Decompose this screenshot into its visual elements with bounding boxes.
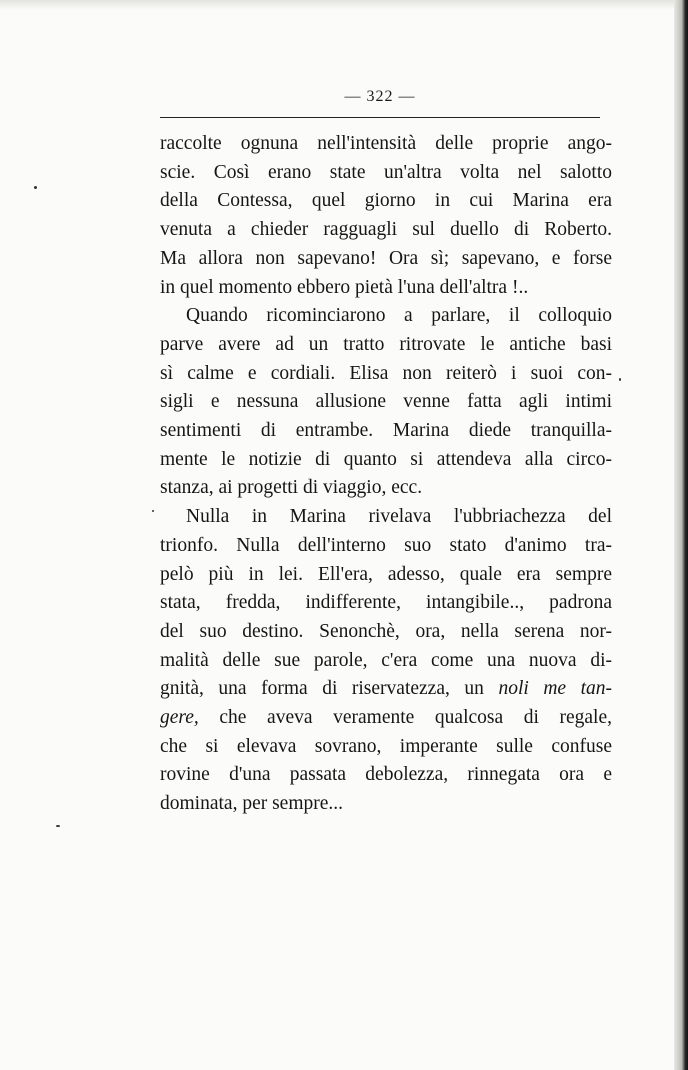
text-line: parve avere ad un tratto ritrovate le antiche basi (160, 333, 612, 355)
text-line: venuta a chieder ragguagli sul duello di Roberto. (160, 219, 612, 241)
print-speck (152, 510, 154, 512)
text-line: pelò più in lei. Ell'era, adesso, quale era sempre (160, 563, 612, 585)
body-text (160, 130, 612, 819)
paragraph-1 (160, 130, 612, 302)
print-speck (34, 186, 37, 189)
text-line: malità delle sue parole, c'era come una nuova di- (160, 649, 612, 671)
text-line: in quel momento ebbero pietà l'una dell'altra !.. (160, 276, 529, 298)
text-segment: gnità, una forma di riservatezza, un (160, 678, 484, 700)
text-line: rovine d'una passata debolezza, rinnegata ora e (160, 764, 612, 786)
paragraph-2 (160, 302, 612, 503)
print-speck (619, 378, 621, 381)
text-line: che si elevava sovrano, imperante sulle confuse (160, 735, 612, 757)
italic-phrase: gere, (160, 707, 199, 729)
text-line: mente le notizie di quanto si attendeva alla circo- (160, 448, 612, 470)
text-line: dominata, per sempre... (160, 793, 344, 815)
italic-phrase: noli me tan- (498, 678, 613, 700)
text-line-with-italic (160, 704, 612, 733)
text-line: stata, fredda, indifferente, intangibile.., padrona (160, 592, 612, 614)
text-line: della Contessa, quel giorno in cui Marina era (160, 190, 612, 212)
text-line: raccolte ognuna nell'intensità delle proprie ango- (160, 133, 612, 154)
text-segment: che aveva veramente qualcosa di regale, (219, 707, 612, 729)
text-line: trionfo. Nulla dell'interno suo stato d'animo tra- (160, 534, 612, 556)
text-line: sigli e nessuna allusione venne fatta agli intimi (160, 391, 612, 413)
print-speck (56, 825, 60, 827)
text-line: stanza, ai progetti di viaggio, ecc. (160, 477, 423, 499)
page-number: — 322 — (344, 88, 416, 105)
text-line: scie. Così erano state un'altra volta nel salotto (160, 161, 612, 183)
text-line: sì calme e cordiali. Elisa non reiterò i suoi con- (160, 362, 612, 384)
text-line: del suo destino. Senonchè, ora, nella serena nor- (160, 620, 612, 642)
page-top-shadow (0, 0, 688, 10)
text-line: sentimenti di entrambe. Marina diede tranquilla- (160, 420, 612, 442)
text-line-with-italic (160, 675, 612, 704)
text-line: Ma allora non sapevano! Ora sì; sapevano, e forse (160, 247, 612, 269)
header-rule (160, 117, 600, 118)
page-binding-edge (674, 0, 688, 1070)
text-line: Nulla in Marina rivelava l'ubbriachezza del (186, 506, 612, 528)
text-line: Quando ricominciarono a parlare, il colloquio (186, 305, 612, 327)
paragraph-3 (160, 503, 612, 819)
